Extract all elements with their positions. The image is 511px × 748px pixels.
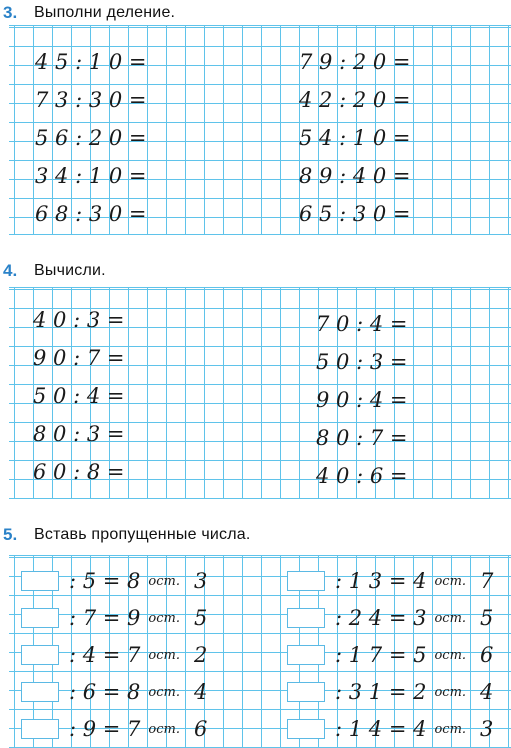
task-number: 5. bbox=[3, 525, 18, 544]
remainder-value: 4 bbox=[480, 680, 494, 704]
missing-dividend-row bbox=[287, 642, 493, 668]
missing-dividend-row bbox=[287, 679, 493, 705]
task-title: Выполни деление. bbox=[34, 4, 176, 21]
remainder-value: 2 bbox=[194, 643, 208, 667]
expression: 4 2 : 2 0 = bbox=[299, 88, 411, 112]
remainder-label: ост. bbox=[148, 721, 180, 737]
answer-box[interactable] bbox=[21, 608, 59, 628]
expression: 7 3 : 3 0 = bbox=[35, 88, 147, 112]
expression: : 5 = 8 bbox=[69, 569, 141, 593]
answer-box[interactable] bbox=[21, 645, 59, 665]
remainder-value: 5 bbox=[194, 606, 208, 630]
missing-dividend-row bbox=[287, 605, 493, 631]
answer-box[interactable] bbox=[287, 682, 325, 702]
answer-box[interactable] bbox=[21, 571, 59, 591]
expression: 9 0 : 4 = bbox=[316, 388, 408, 412]
task-3-header bbox=[0, 2, 175, 24]
expression: : 4 = 7 bbox=[69, 643, 141, 667]
expression: : 1 7 = 5 bbox=[335, 643, 427, 667]
remainder-label: ост. bbox=[434, 684, 467, 700]
remainder-label: ост. bbox=[434, 610, 467, 626]
expression: 6 5 : 3 0 = bbox=[299, 202, 411, 226]
remainder-label: ост. bbox=[148, 610, 180, 626]
missing-dividend-row bbox=[21, 568, 207, 594]
task-4-header bbox=[0, 260, 106, 282]
expression: 5 0 : 3 = bbox=[316, 350, 408, 374]
expression: : 7 = 9 bbox=[69, 606, 141, 630]
expression: : 1 4 = 4 bbox=[335, 717, 427, 741]
expression: 6 0 : 8 = bbox=[33, 460, 125, 484]
task-number: 4. bbox=[3, 261, 18, 280]
remainder-value: 3 bbox=[194, 569, 208, 593]
answer-box[interactable] bbox=[21, 682, 59, 702]
answer-box[interactable] bbox=[287, 571, 325, 591]
task-title: Вычисли. bbox=[34, 262, 106, 279]
expression: : 6 = 8 bbox=[69, 680, 141, 704]
expression: 5 6 : 2 0 = bbox=[35, 126, 147, 150]
remainder-value: 6 bbox=[480, 643, 494, 667]
remainder-value: 7 bbox=[480, 569, 494, 593]
expression: : 9 = 7 bbox=[69, 717, 141, 741]
missing-dividend-row bbox=[287, 716, 493, 742]
expression: 4 5 : 1 0 = bbox=[35, 50, 147, 74]
answer-box[interactable] bbox=[287, 608, 325, 628]
remainder-value: 3 bbox=[480, 717, 494, 741]
expression: 8 0 : 7 = bbox=[316, 426, 408, 450]
expression: 5 0 : 4 = bbox=[33, 384, 125, 408]
expression: 8 0 : 3 = bbox=[33, 422, 125, 446]
remainder-label: ост. bbox=[434, 647, 467, 663]
missing-dividend-row bbox=[21, 605, 207, 631]
expression: : 1 3 = 4 bbox=[335, 569, 427, 593]
grid-area-task-3 bbox=[9, 25, 511, 235]
expression: 5 4 : 1 0 = bbox=[299, 126, 411, 150]
missing-dividend-row bbox=[21, 642, 207, 668]
task-number: 3. bbox=[3, 3, 18, 22]
answer-box[interactable] bbox=[287, 719, 325, 739]
remainder-label: ост. bbox=[148, 647, 180, 663]
remainder-value: 6 bbox=[194, 717, 208, 741]
expression: 7 9 : 2 0 = bbox=[299, 50, 411, 74]
missing-dividend-row bbox=[287, 568, 493, 594]
expression: 7 0 : 4 = bbox=[316, 312, 408, 336]
task-title: Вставь пропущенные числа. bbox=[34, 526, 251, 543]
expression: : 3 1 = 2 bbox=[335, 680, 427, 704]
missing-dividend-row bbox=[21, 716, 207, 742]
remainder-label: ост. bbox=[148, 573, 180, 589]
answer-box[interactable] bbox=[21, 719, 59, 739]
expression: 9 0 : 7 = bbox=[33, 346, 125, 370]
remainder-value: 4 bbox=[194, 680, 208, 704]
remainder-label: ост. bbox=[148, 684, 180, 700]
grid-area-task-5 bbox=[9, 555, 511, 748]
missing-dividend-row bbox=[21, 679, 207, 705]
expression: : 2 4 = 3 bbox=[335, 606, 427, 630]
answer-box[interactable] bbox=[287, 645, 325, 665]
remainder-value: 5 bbox=[480, 606, 494, 630]
expression: 3 4 : 1 0 = bbox=[35, 164, 147, 188]
task-5-header bbox=[0, 524, 250, 546]
expression: 8 9 : 4 0 = bbox=[299, 164, 411, 188]
remainder-label: ост. bbox=[434, 721, 467, 737]
expression: 4 0 : 3 = bbox=[33, 308, 125, 332]
expression: 6 8 : 3 0 = bbox=[35, 202, 147, 226]
grid-area-task-4 bbox=[9, 287, 511, 499]
remainder-label: ост. bbox=[434, 573, 467, 589]
expression: 4 0 : 6 = bbox=[316, 464, 408, 488]
